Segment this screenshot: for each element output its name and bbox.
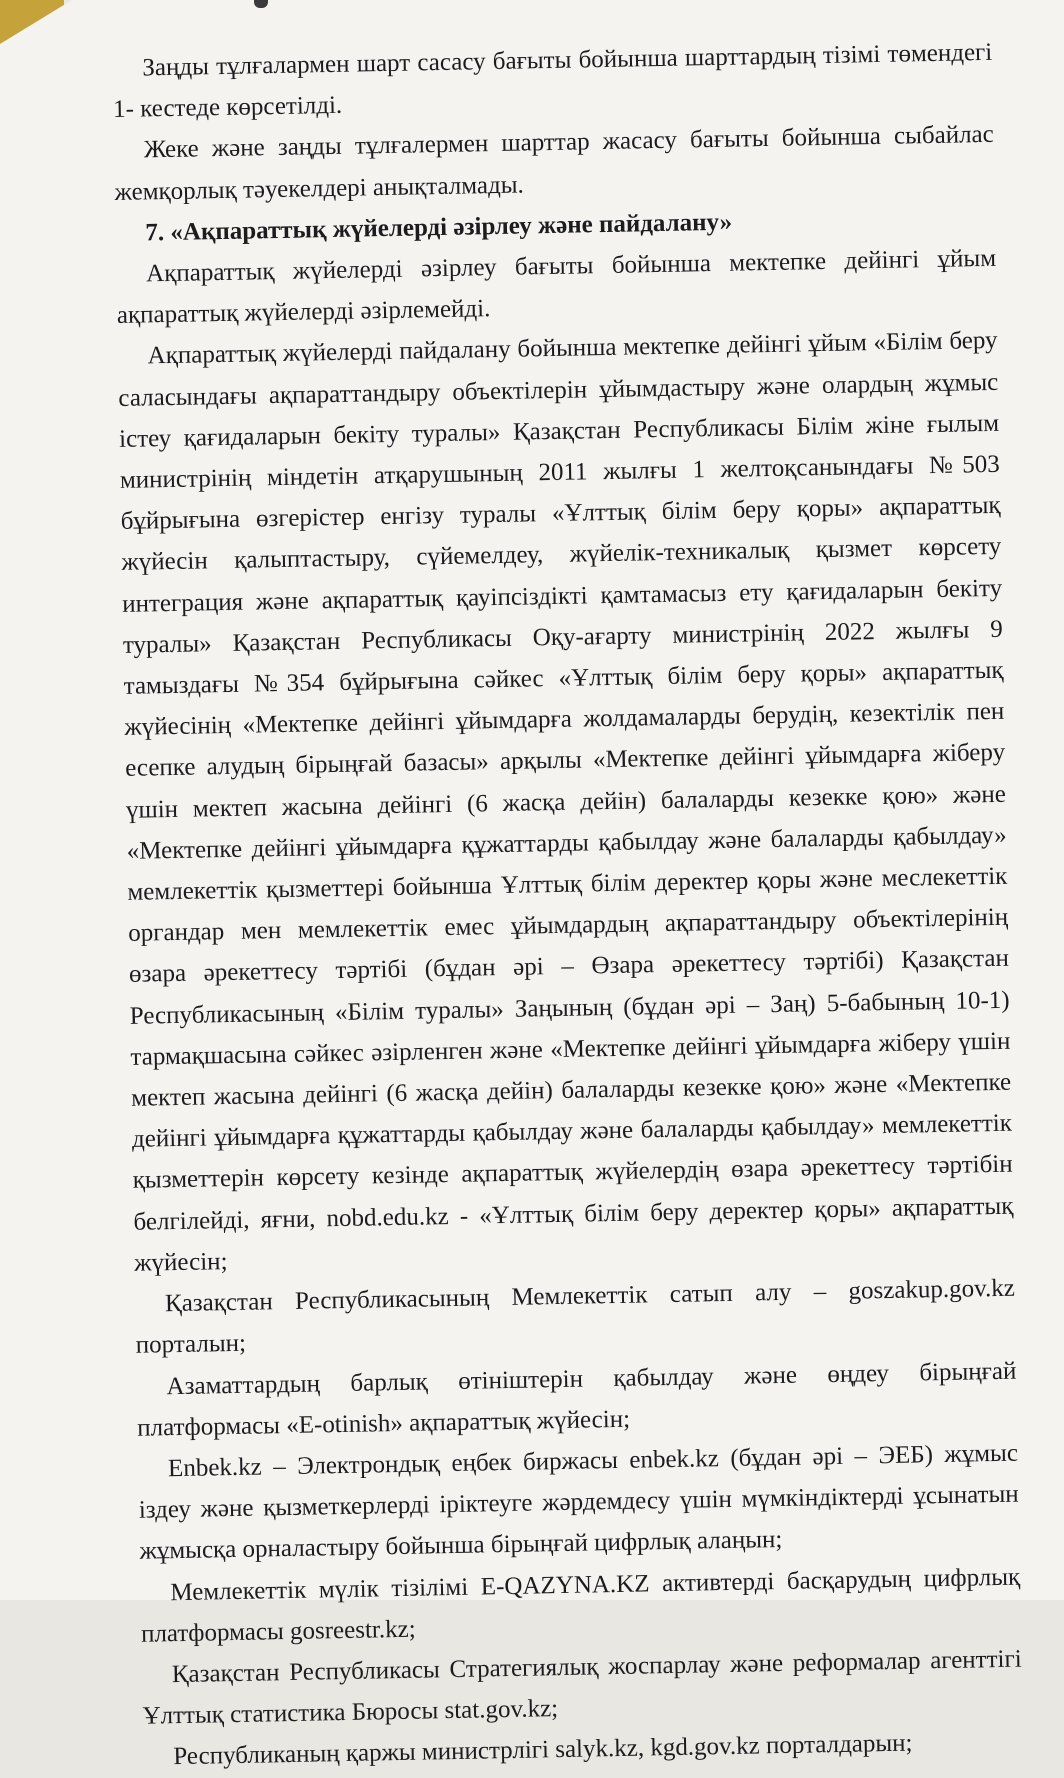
section-heading-7: 7. «Ақпараттық жүйелерді әзірлеу және пайдалану» xyxy=(145,208,733,247)
list-item-gosreestr: Мемлекеттік мүлік тізілімі E-QAZYNA.KZ активтерді басқарудың цифрлық платформасы gosreestr.kz; xyxy=(140,1563,1021,1648)
list-item-enbek: Enbek.kz – Электрондық еңбек биржасы enbek.kz (бұдан әрі – ЭЕБ) жұмыс іздеу және қызметкерлерді іріктеуге жәрдемдесу үшін мүмкіндіктерді ұсынатын жұмысқа орналастыру бойынша бірыңғай цифрлық алаңын; xyxy=(138,1439,1019,1566)
paragraph-is-usage: Ақпараттық жүйелерді пайдалану бойынша мектепке дейінгі ұйым «Білім беру саласындағы ақпараттандыру объектілерін ұйымдастыру және олардың жұмыс істеу қағидаларын бекіту туралы» Қазақстан Республикасы Білім жіне ғылым министрінің міндетін атқарушының 2011 жылғы 1 желтоқсанындағы №503 бұйрығына өзгерістер енгізу туралы «Ұлттық білім беру қоры» ақпараттық жүйесін қалыптастыру, сүйемелдеу, жүйелік-техникалық қызмет көрсету интеграция және ақпараттық қауіпсіздікті қамтамасыз ету қағидаларын бекіту туралы» Қазақстан Республикасы Оқу-ағарту министрінің 2022 жылғы 9 тамыздағы №354 бұйрығына сәйкес «Ұлттық білім беру қоры» ақпараттық жүйесінің «Мектепке дейінгі ұйымдарға жолдамаларды берудің, кезектілік пен есепке алудың бірыңғай базасы» арқылы «Мектепке дейінгі ұйымдарға жіберу үшін мектеп жасына дейінгі (6 жасқа дейін) балаларды кезекке қою» және «Мектепке дейінгі ұйымдарға құжаттарды қабылдау және балаларды қабылдау» мемлекеттік қызметтері бойынша Ұлттық білім деректер қоры және меслекеттік органдар мен мемлекеттік емес ұйымдардың ақпараттандыру объектілерінің өзара әрекеттесу тәртібі (бұдан әрі – Өзара әрекеттесу тәртібі) Қазақстан Республикасының «Білім туралы» Заңының (бұдан әрі – Заң) 5-бабының 10-1) тармақшасына сәйкес әзірленген және «Мектепке дейінгі ұйымдарға жіберу үшін мектеп жасына дейінгі (6 жасқа дейін) балаларды кезекке қою» және «Мектепке дейінгі ұйымдарға құжаттарды қабылдау және балаларды қабылдау» мемлекеттік қызметтерін көрсету кезінде ақпараттық жүйелердің өзара әрекеттесу тәртібін белгілейді, яғни, nobd.edu.kz - «Ұлттық білім беру деректер қоры» ақпараттық жүйесін; xyxy=(118,327,1014,1277)
list-item-e-otinish: Азаматтардың барлық өтініштерін қабылдау және өңдеу бірыңғай платформасы «E-otinish» ақпараттық жүйесін; xyxy=(137,1357,1017,1442)
paragraph-corruption-risks: Жеке және заңды тұлғалермен шарттар жасасу бағыты бойынша сыбайлас жемқорлық тәуекелдері анықталмады. xyxy=(114,121,994,206)
document-page xyxy=(112,32,1024,1778)
paragraph-is-development: Ақпараттық жүйелерді әзірлеу бағыты бойынша мектепке дейінгі ұйым ақпараттық жүйелерді әзірлемейді. xyxy=(116,244,997,330)
list-item-salyk: Республиканың қаржы министрлігі salyk.kz, kgd.gov.kz порталдарын; xyxy=(173,1729,913,1771)
paragraph-contracts-list: Заңды тұлғалармен шарт сасасу бағыты бойынша шарттардың тізімі төмендегі 1- кестеде көрсетілді. xyxy=(112,38,993,124)
list-item-goszakup: Қазақстан Республикасының Мемлекеттік сатып алу – goszakup.gov.kz порталын; xyxy=(135,1274,1016,1360)
list-item-stat-gov: Қазақстан Республикасы Стратегиялық жоспарлау және реформалар агенттігі Ұлттық статистика Бюросы stat.gov.kz; xyxy=(142,1645,1022,1730)
